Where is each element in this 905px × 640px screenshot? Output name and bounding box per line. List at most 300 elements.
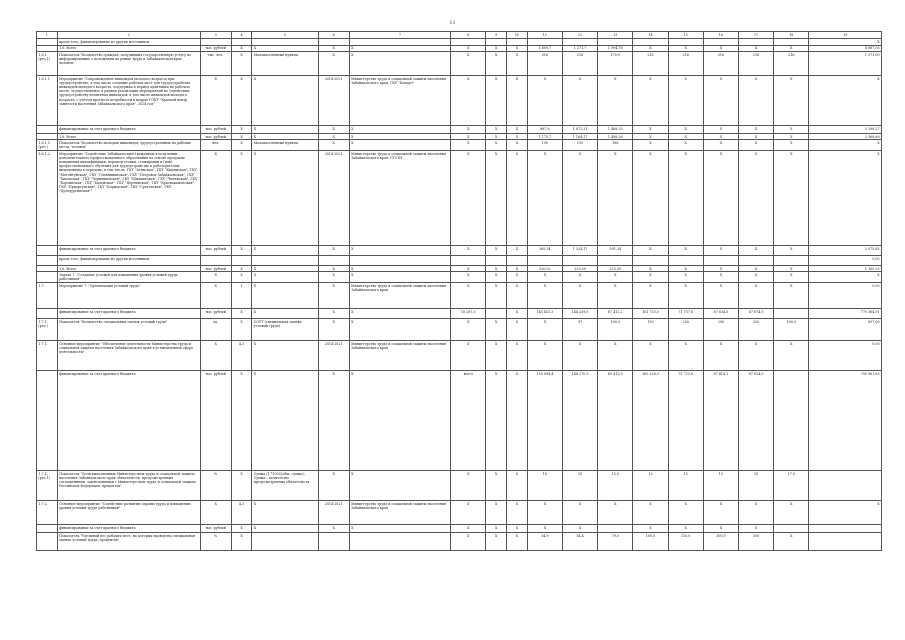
value-cell: Х xyxy=(507,125,528,133)
value-cell xyxy=(774,308,809,318)
row-number xyxy=(37,532,58,550)
value-cell: Х xyxy=(231,125,252,133)
value-cell: 1 468,25 xyxy=(598,125,633,133)
table-row xyxy=(37,75,882,125)
years-cell: Х xyxy=(318,140,349,151)
table-row xyxy=(37,370,882,470)
value-cell: Х xyxy=(774,245,809,255)
value-cell: Х xyxy=(231,470,252,500)
years-cell: 2014-2021 xyxy=(318,340,349,370)
value-cell: Х xyxy=(486,318,507,340)
value-cell: Х xyxy=(633,265,668,271)
value-cell: Х xyxy=(507,340,528,370)
row-name: кроме того, финансирование из других источников xyxy=(57,39,200,45)
formula-cell: Х xyxy=(252,272,318,283)
total-cell: 1 571,00 xyxy=(809,51,882,75)
value-cell: 250 xyxy=(703,318,738,340)
total-cell: Х xyxy=(809,140,882,151)
unit-cell: чел. xyxy=(200,140,231,151)
value-cell: Х xyxy=(562,524,597,532)
years-cell: Х xyxy=(318,282,349,308)
value-cell: 216 xyxy=(703,51,738,75)
value-cell: Х xyxy=(527,340,562,370)
formula-cell xyxy=(252,255,318,265)
value-cell: 87 624,0 xyxy=(738,370,773,470)
unit-cell: тыс. рублей xyxy=(200,265,231,271)
table-row xyxy=(37,255,882,265)
value-cell: Х xyxy=(507,532,528,550)
value-cell: Х xyxy=(633,125,668,133)
value-cell xyxy=(486,308,507,318)
value-cell: Х xyxy=(633,282,668,308)
row-name: Основное мероприятие "Обеспечение деятельности Министерства труда и социальной защиты населения Забайкальского края в установленной сфере деятельности" xyxy=(57,340,200,370)
value-cell: 100,0 xyxy=(633,532,668,550)
value-cell: Х xyxy=(451,340,486,370)
row-name: финансирование за счет краевого бюджета xyxy=(57,524,200,532)
value-cell: Х xyxy=(703,75,738,125)
value-cell: 69 413,9 xyxy=(598,370,633,470)
value-cell: Х xyxy=(451,51,486,75)
value-cell: 15,0 xyxy=(598,470,633,500)
executor-cell xyxy=(349,255,450,265)
column-number: 9 xyxy=(486,32,507,39)
column-number: 5 xyxy=(252,32,318,39)
value-cell: Х xyxy=(598,340,633,370)
value-cell: Х xyxy=(231,370,252,470)
column-number: 6 xyxy=(318,32,349,39)
column-number: 1 xyxy=(37,32,58,39)
years-cell: Х xyxy=(318,245,349,255)
value-cell: Х xyxy=(507,318,528,340)
years-cell: Х xyxy=(318,265,349,271)
value-cell: Х xyxy=(231,308,252,318)
value-cell: 145 453,3 xyxy=(527,308,562,318)
row-name: финансирование за счет краевого бюджета xyxy=(57,370,200,470)
table-row xyxy=(37,51,882,75)
formula-cell: Х xyxy=(252,133,318,139)
value-cell: Х xyxy=(703,282,738,308)
formula-cell: Малонаселенные пункты xyxy=(252,51,318,75)
executor-cell: Х xyxy=(349,308,450,318)
value-cell: Х xyxy=(507,133,528,139)
years-cell: Х xyxy=(318,45,349,51)
value-cell: Х xyxy=(598,282,633,308)
formula-cell: Х xyxy=(252,340,318,370)
value-cell: Х xyxy=(668,282,703,308)
total-cell: Х xyxy=(809,75,882,125)
value-cell: Х xyxy=(738,340,773,370)
column-number: 19 xyxy=(809,32,882,39)
column-number: 2 xyxy=(57,32,200,39)
value-cell: Х xyxy=(507,245,528,255)
value-cell: Х xyxy=(507,470,528,500)
formula-cell: СОУТ (специальная оценка условий труда) xyxy=(252,318,318,340)
total-cell: 1 100,33 xyxy=(809,265,882,271)
row-name: Мероприятие "Сопровождение инвалидов молодого возраста при трудоустройстве, в том числе создание рабочих мест для трудоустройства инвалидов молодого возраста, поддержка в период адаптации на рабочем месте, осуществляемое в рамках реализации мероприятий по содействию трудоустройству незанятых инвалидов, в том числе инвалидов молодого возраста, с учётом прогноза потребности в кадрах ГОКУ "Краевой центр занятости населения Забайкальского края", 2024 год" xyxy=(57,75,200,125)
value-cell: Х xyxy=(231,133,252,139)
value-cell: Х xyxy=(451,265,486,271)
value-cell: Х xyxy=(738,125,773,133)
value-cell: Х xyxy=(507,272,528,283)
table-row xyxy=(37,150,882,245)
value-cell: Х xyxy=(703,265,738,271)
value-cell: Х xyxy=(486,272,507,283)
value-cell: 15 xyxy=(738,470,773,500)
value-cell: Х xyxy=(451,125,486,133)
row-number: 1.6.1.1 xyxy=(37,75,58,125)
value-cell: 100 xyxy=(738,532,773,550)
value-cell: Х xyxy=(527,272,562,283)
value-cell: Х xyxy=(486,75,507,125)
value-cell: Х xyxy=(486,265,507,271)
years-cell: Х xyxy=(318,308,349,318)
value-cell: Х xyxy=(231,318,252,340)
row-number xyxy=(37,524,58,532)
value-cell: Х xyxy=(507,282,528,308)
total-cell: Х xyxy=(809,500,882,524)
value-cell: Х xyxy=(633,45,668,51)
value-cell: 188 xyxy=(598,140,633,151)
table-row xyxy=(37,140,882,151)
years-cell: Х xyxy=(318,524,349,532)
table-body xyxy=(37,32,882,551)
value-cell: Х xyxy=(507,45,528,51)
value-cell: Х xyxy=(507,265,528,271)
value-cell: Х xyxy=(774,150,809,245)
value-cell: 18 xyxy=(527,470,562,500)
value-cell: Х xyxy=(738,282,773,308)
unit-cell: % xyxy=(200,470,231,500)
value-cell: Х xyxy=(668,524,703,532)
row-number: 1.7.1.(рез.) xyxy=(37,318,58,340)
value-cell xyxy=(774,370,809,470)
value-cell xyxy=(598,524,633,532)
value-cell: 110,0 xyxy=(668,532,703,550)
executor-cell: Х xyxy=(349,470,450,500)
executor-cell: Х xyxy=(349,272,450,283)
value-cell: Х xyxy=(774,140,809,151)
value-cell: Х xyxy=(562,282,597,308)
value-cell: Х xyxy=(231,532,252,550)
value-cell: Х xyxy=(451,470,486,500)
formula-cell: Сумма (1 *100)/(общ. сумма); Сумма – количество предусмотренных обязательств xyxy=(252,470,318,500)
value-cell: Х xyxy=(633,133,668,139)
value-cell: 100 328,3 xyxy=(633,370,668,470)
table-row xyxy=(37,340,882,370)
table-row xyxy=(37,532,882,550)
value-cell: Х xyxy=(527,500,562,524)
value-cell: 1 994,76 xyxy=(598,45,633,51)
unit-cell: % xyxy=(200,532,231,550)
value-cell: Х xyxy=(527,282,562,308)
years-cell: 2014-2021 xyxy=(318,500,349,524)
value-cell: Х xyxy=(451,500,486,524)
value-cell xyxy=(562,255,597,265)
value-cell: 225,00 xyxy=(598,265,633,271)
value-cell: Х xyxy=(738,150,773,245)
value-cell: Х xyxy=(703,272,738,283)
years-cell: Х xyxy=(318,133,349,139)
value-cell: 34,9 xyxy=(527,532,562,550)
table-row xyxy=(37,245,882,255)
value-cell: Х xyxy=(486,370,507,470)
value-cell: 54,4 xyxy=(562,532,597,550)
years-cell: Х xyxy=(318,370,349,470)
value-cell xyxy=(633,255,668,265)
value-cell: Х xyxy=(486,51,507,75)
value-cell: Х xyxy=(486,340,507,370)
value-cell: Х xyxy=(527,524,562,532)
value-cell: Х xyxy=(231,140,252,151)
executor-cell: Х xyxy=(349,51,450,75)
years-cell: 2014-2021 xyxy=(318,150,349,245)
value-cell: Х xyxy=(451,318,486,340)
value-cell: 1 175,7 xyxy=(527,133,562,139)
value-cell: 216 xyxy=(774,51,809,75)
column-number: 16 xyxy=(703,32,738,39)
value-cell xyxy=(774,524,809,532)
value-cell: 144 270,5 xyxy=(562,370,597,470)
value-cell: 67 412,2 xyxy=(598,308,633,318)
value-cell: Х xyxy=(562,272,597,283)
value-cell: Х xyxy=(668,265,703,271)
value-cell: 225,00 xyxy=(562,265,597,271)
value-cell: 15 xyxy=(668,470,703,500)
unit-cell: тыс. чел. xyxy=(200,51,231,75)
value-cell: Х xyxy=(668,340,703,370)
row-number xyxy=(37,255,58,265)
row-name: 1.6. Всего xyxy=(57,265,200,271)
value-cell: 15 xyxy=(633,470,668,500)
column-number: 3 xyxy=(200,32,231,39)
row-name: финансирование за счет краевого бюджета xyxy=(57,308,200,318)
formula-cell: Х xyxy=(252,308,318,318)
executor-cell: Х xyxy=(349,45,450,51)
column-number: 7 xyxy=(349,32,450,39)
value-cell: Х xyxy=(486,500,507,524)
value-cell: 1 164,17 xyxy=(562,133,597,139)
value-cell: 67 674,0 xyxy=(738,308,773,318)
value-cell: Х xyxy=(668,150,703,245)
value-cell: Х xyxy=(633,140,668,151)
value-cell: Х xyxy=(486,150,507,245)
value-cell: 100,0 xyxy=(703,532,738,550)
value-cell xyxy=(703,255,738,265)
years-cell xyxy=(318,532,349,550)
row-number: 1.7.1. xyxy=(37,340,58,370)
column-number: 12 xyxy=(562,32,597,39)
row-number xyxy=(37,125,58,133)
unit-cell: тыс. рублей xyxy=(200,125,231,133)
table-row xyxy=(37,500,882,524)
value-cell: 216 xyxy=(633,51,668,75)
row-number: 1.6.1.2. xyxy=(37,150,58,245)
total-cell: 3 298,27 xyxy=(809,125,882,133)
unit-cell: тыс. рублей xyxy=(200,524,231,532)
formula-cell: Х xyxy=(252,245,318,255)
value-cell: Х xyxy=(774,133,809,139)
value-cell: Х xyxy=(486,133,507,139)
value-cell: Х xyxy=(598,500,633,524)
value-cell: Х xyxy=(451,524,486,532)
value-cell: Х xyxy=(703,133,738,139)
value-cell: Х xyxy=(633,340,668,370)
value-cell: 100,0 xyxy=(598,318,633,340)
value-cell: 250 xyxy=(668,318,703,340)
value-cell xyxy=(668,255,703,265)
unit-cell: ед. xyxy=(200,318,231,340)
executor-cell: Министерство труда и социальной защиты населения Забайкальского края, ГУСЗН xyxy=(349,150,450,245)
total-cell: Х xyxy=(809,272,882,283)
value-cell: Х xyxy=(507,150,528,245)
row-name: Показатель "Доля выполненных Министерством труда и социальной защиты населения Забайкальского края обязательств, предусмотренных соглашениями, заключенными с Министерством труда и социальной защиты Российской Федерации, процентов" xyxy=(57,470,200,500)
unit-cell: Х xyxy=(200,500,231,524)
value-cell: 216 xyxy=(668,51,703,75)
program-table xyxy=(36,31,882,551)
row-number: 1.7.2. xyxy=(37,500,58,524)
value-cell: Х xyxy=(486,245,507,255)
value-cell: Х xyxy=(774,272,809,283)
value-cell: Х xyxy=(668,125,703,133)
value-cell: Х xyxy=(486,524,507,532)
total-cell: 897,00 xyxy=(809,318,882,340)
row-name: Показатель "Количество специальных оценок условий труда" xyxy=(57,318,200,340)
formula-cell: Х xyxy=(252,150,318,245)
value-cell: 87 634,5 xyxy=(703,308,738,318)
value-cell: Х xyxy=(774,340,809,370)
row-number: 1.7.1. (рез.1) xyxy=(37,470,58,500)
value-cell: Х xyxy=(231,265,252,271)
value-cell: Х xyxy=(738,272,773,283)
value-cell: Х xyxy=(486,140,507,151)
formula-cell: Х xyxy=(252,265,318,271)
value-cell: 100,0 xyxy=(774,318,809,340)
value-cell: 4,1 xyxy=(231,340,252,370)
row-number xyxy=(37,245,58,255)
value-cell: 101 733,0 xyxy=(633,308,668,318)
value-cell: Х xyxy=(668,500,703,524)
column-number: 18 xyxy=(774,32,809,39)
table-row xyxy=(37,318,882,340)
unit-cell: тыс. рублей xyxy=(200,370,231,470)
value-cell: всего xyxy=(451,370,486,470)
value-cell: Х xyxy=(774,45,809,51)
value-cell: Х xyxy=(562,340,597,370)
value-cell: 195 xyxy=(562,140,597,151)
value-cell: Х xyxy=(633,150,668,245)
row-name: кроме того, финансирование из других источников xyxy=(57,255,200,265)
value-cell: Х xyxy=(507,140,528,151)
row-name: Мероприятие 7. "Организация условий труда" xyxy=(57,282,200,308)
value-cell: Х xyxy=(774,265,809,271)
row-number xyxy=(37,370,58,470)
value-cell: Х xyxy=(738,75,773,125)
value-cell: Х xyxy=(231,524,252,532)
value-cell: 17,0 xyxy=(774,470,809,500)
years-cell: Х xyxy=(318,272,349,283)
value-cell: Х xyxy=(486,282,507,308)
executor-cell: Министерство труда и социальной защиты населения Забайкальского края xyxy=(349,282,450,308)
unit-cell: Х xyxy=(200,272,231,283)
value-cell: Х xyxy=(774,75,809,125)
years-cell: Х xyxy=(318,125,349,133)
value-cell: Х xyxy=(527,318,562,340)
row-number xyxy=(37,272,58,283)
executor-cell: Х xyxy=(349,524,450,532)
unit-cell: Х xyxy=(200,282,231,308)
years-cell: Х xyxy=(318,470,349,500)
value-cell: Х xyxy=(668,272,703,283)
formula-cell: Х xyxy=(252,75,318,125)
value-cell: Х xyxy=(486,125,507,133)
formula-cell: Х xyxy=(252,370,318,470)
value-cell: Х xyxy=(507,51,528,75)
formula-cell: Х xyxy=(252,500,318,524)
row-number: 1.7. xyxy=(37,282,58,308)
value-cell: Х xyxy=(703,340,738,370)
value-cell: Х xyxy=(598,150,633,245)
value-cell xyxy=(451,255,486,265)
table-row xyxy=(37,524,882,532)
value-cell: Х xyxy=(507,75,528,125)
value-cell: 320,02 xyxy=(527,265,562,271)
column-number: 17 xyxy=(738,32,773,39)
row-name: 1.6. Всего xyxy=(57,45,200,51)
unit-cell: тыс. рублей xyxy=(200,45,231,51)
value-cell: 97 xyxy=(562,318,597,340)
value-cell: Х xyxy=(486,45,507,51)
row-name: Мероприятие "Содействие Забайкальским гражданам в получении дополнительного профессионального образования на основе программ повышения квалификации, переподготовки, стажировки и (или) профессионального обучения для трудоустройства к работодателям, включенным в перечень, в том числе: ГКУ "Агинская", ГКУ "Кыринская", ГКУ "Могойтуйская", ГКУ "Оловяннинская", ГКУ "Петровск-Забайкальская", ГКУ "Хилокская", ГКУ "Чернышевская", ГКУ "Шилкинская", ГКУ "Читинская", ГКУ "Борзинская", ГКУ "Балейская", ГКУ "Нерчинская", ГКУ "Краснокаменская", ГКУ "Приаргунская", ГКУ "Карымская", ГКУ "Сретенская", ГКУ "Дульдургинская"" xyxy=(57,150,200,245)
value-cell: 87 414,3 xyxy=(703,370,738,470)
executor-cell: Х xyxy=(349,318,450,340)
value-cell: Х xyxy=(451,532,486,550)
value-cell: 1 324,17 xyxy=(562,245,597,255)
value-cell: 116 994,4 xyxy=(527,370,562,470)
value-cell: Х xyxy=(738,140,773,151)
value-cell: Х xyxy=(231,75,252,125)
column-number-row xyxy=(37,32,882,39)
value-cell: Х xyxy=(703,125,738,133)
value-cell: Х xyxy=(562,150,597,245)
value-cell: Х xyxy=(507,370,528,470)
value-cell: 365,34 xyxy=(527,245,562,255)
value-cell: Х xyxy=(668,75,703,125)
years-cell xyxy=(318,255,349,265)
value-cell: Х xyxy=(703,140,738,151)
executor-cell: Министерство труда и социальной защиты населения Забайкальского края xyxy=(349,340,450,370)
value-cell: Х xyxy=(738,245,773,255)
value-cell: Х xyxy=(507,500,528,524)
value-cell: Х xyxy=(738,133,773,139)
value-cell: Х xyxy=(738,500,773,524)
formula-cell: Малонаселенные пункты xyxy=(252,140,318,151)
value-cell: Х xyxy=(451,282,486,308)
table-row xyxy=(37,125,882,133)
value-cell: 195 xyxy=(527,140,562,151)
value-cell: 15 xyxy=(703,470,738,500)
formula-cell xyxy=(252,532,318,550)
value-cell: 150 xyxy=(633,318,668,340)
value-cell: 1 xyxy=(231,282,252,308)
unit-cell: Х xyxy=(200,150,231,245)
value-cell: Х xyxy=(231,272,252,283)
value-cell: 250 xyxy=(738,318,773,340)
years-cell: 2014-2021 xyxy=(318,75,349,125)
value-cell: Х xyxy=(738,265,773,271)
value-cell: Х xyxy=(774,500,809,524)
value-cell: Х xyxy=(633,500,668,524)
row-name: Показатель "Количество граждан, получивших государственную услугу по информированию о положении на рынке труда в Забайкальском крае, человек" xyxy=(57,51,200,75)
